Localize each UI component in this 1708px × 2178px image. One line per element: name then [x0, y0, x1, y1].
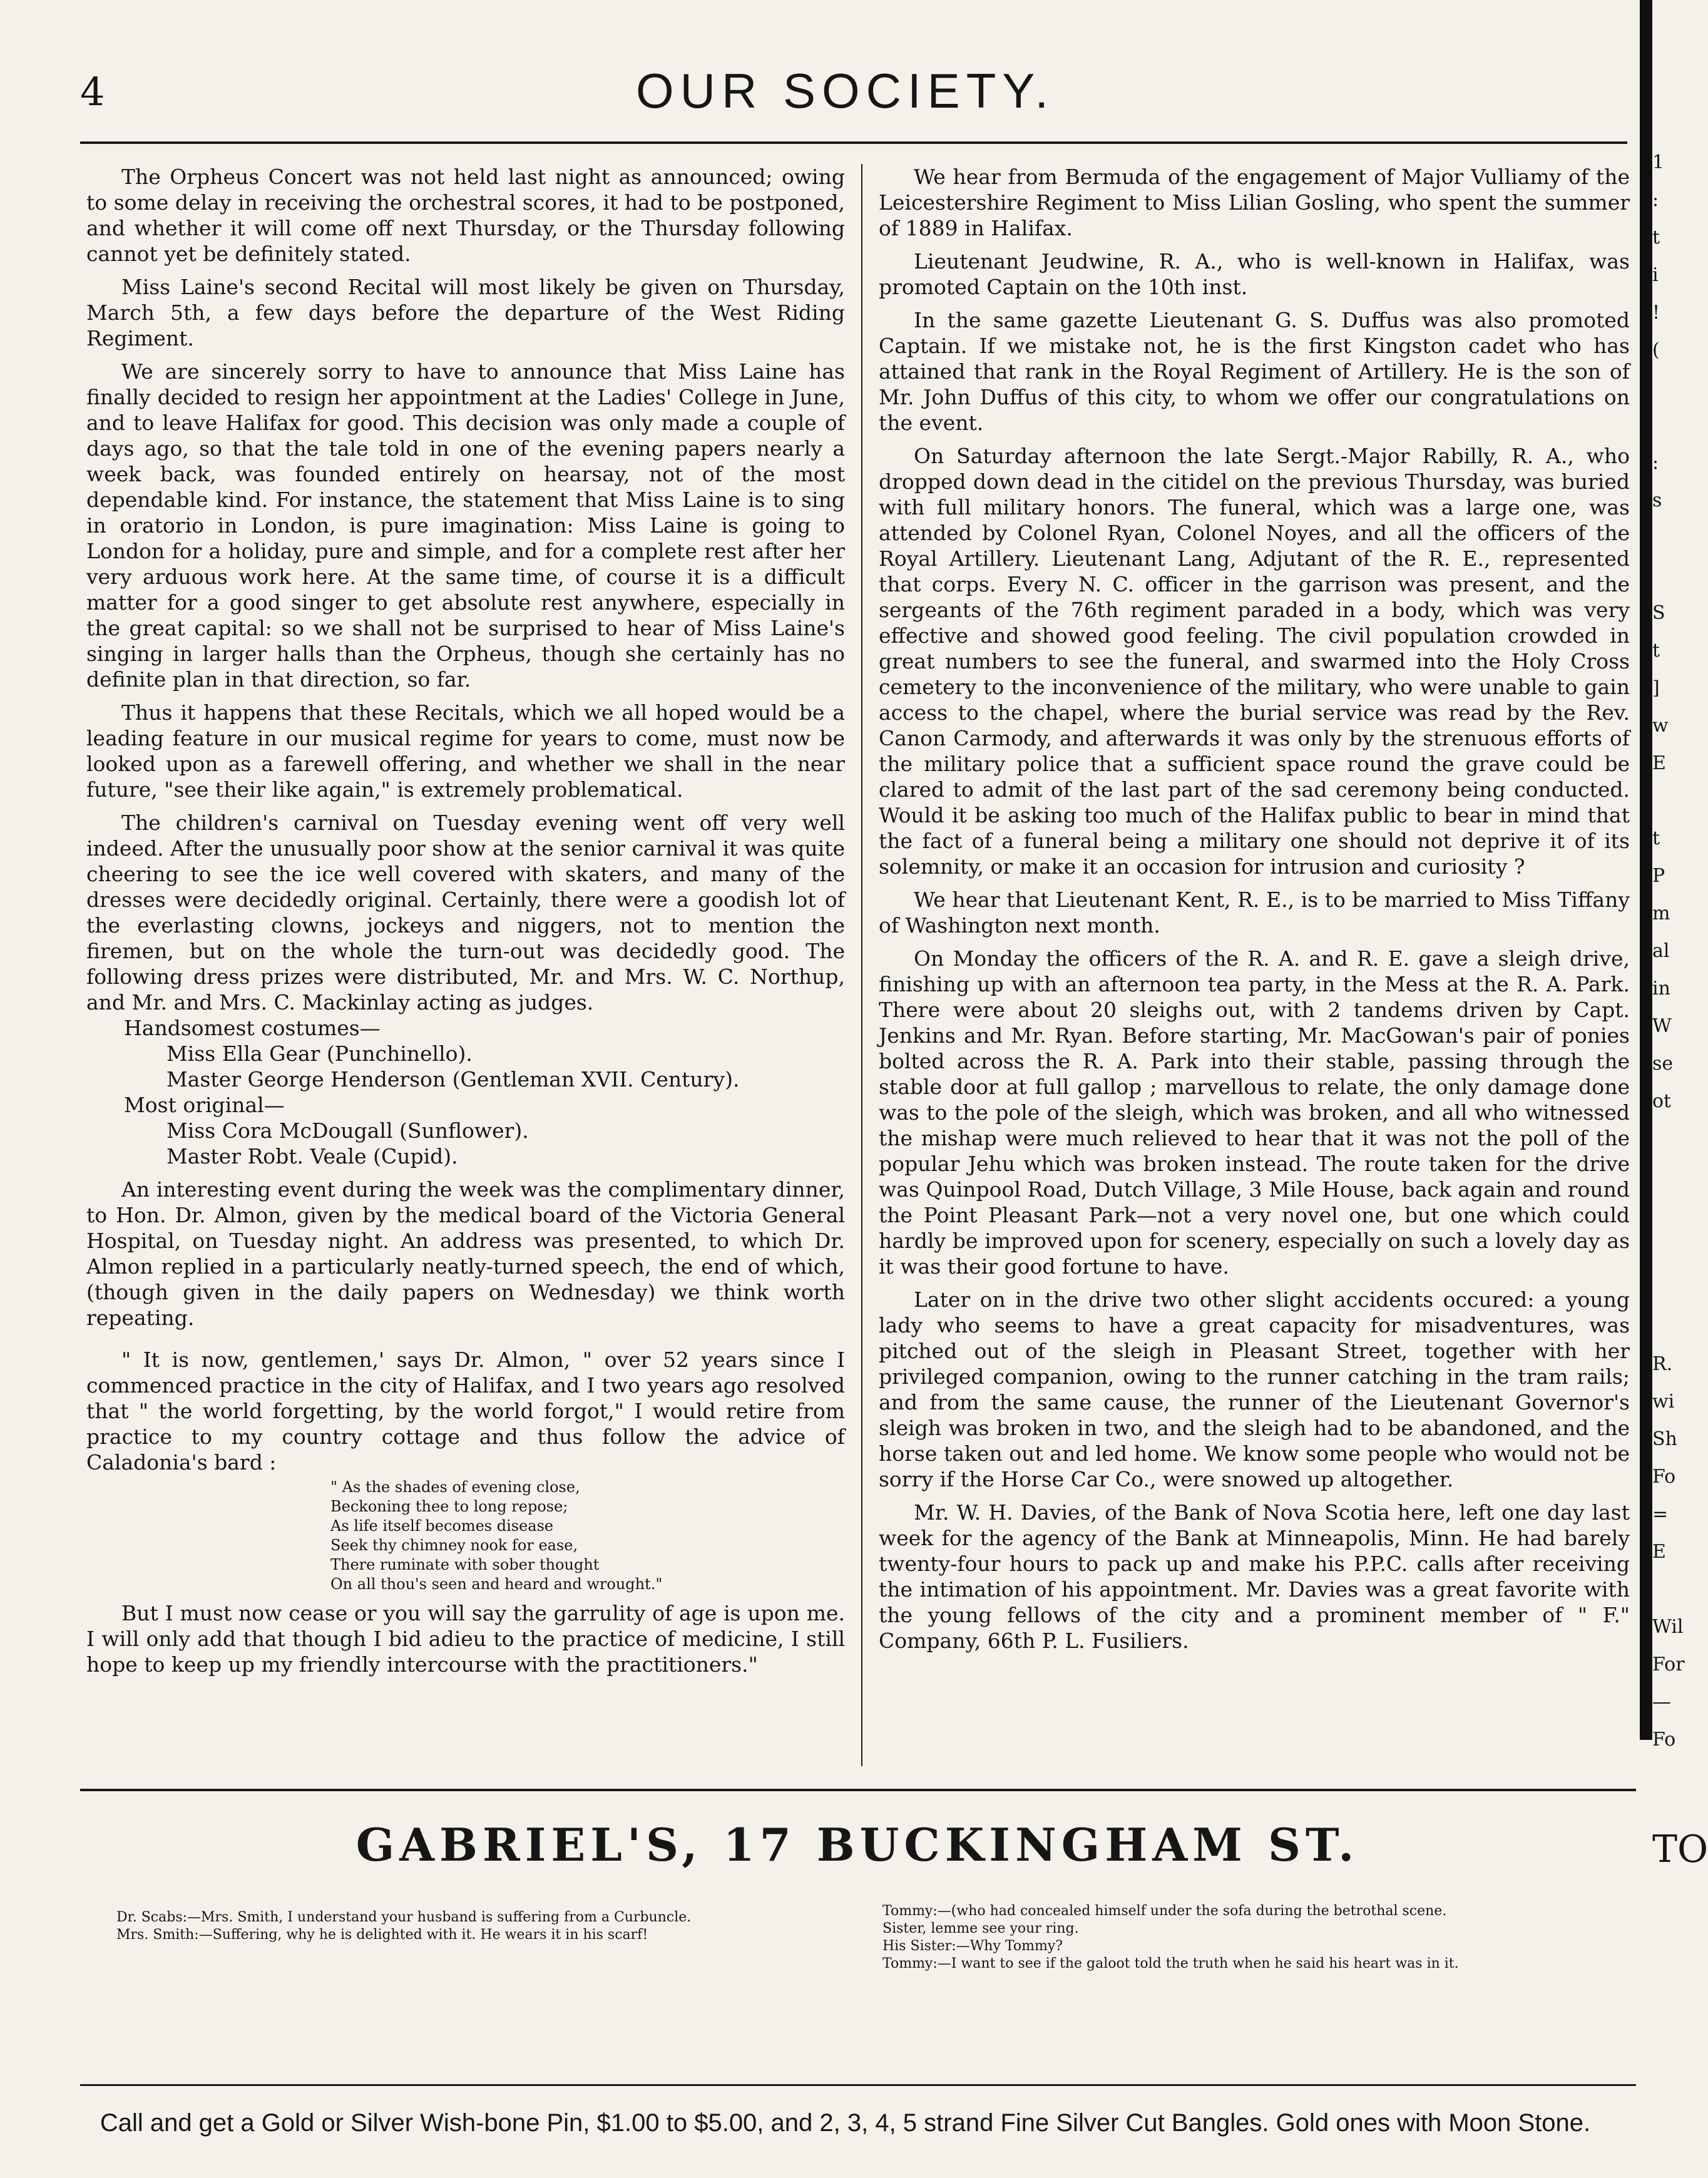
page-fragment: S — [1652, 602, 1665, 624]
prize-heading: Handsomest costumes— — [124, 1016, 381, 1040]
page-fragment: Wil — [1652, 1616, 1684, 1638]
page-fragment — [1652, 519, 1684, 557]
article-almon-closing: But I must now cease or you will say the garrulity of age is upon me. I will only add that though I bid adieu to the practice of medicine, I still hope to keep up my friendly intercourse with the practitioners." — [86, 1601, 845, 1677]
article-laine-resign: We are sincerely sorry to have to announce that Miss Laine has finally decided to resign her appointment at the Ladies' College in June, and to leave Halifax for good. This decision was only made a couple of days ago, so that the tale told in one of the evening papers nearly a week back, was founded entirely on hearsay, not of the most dependable kind. For instance, the statement that Miss Laine is to sing in oratorio in London, is pure imagination: Miss Laine is going to London for a holiday, pure and simple, and for a complete rest after her very arduous work here. At the same time, of course it is a difficult matter for a good singer to get absolute rest anywhere, especially in the great capital: so we shall not be surprised to hear of Miss Laine's singing in larger halls than the Orpheus, though she certainly has no definite plan in that direction, so far. — [86, 359, 845, 692]
advert-line: Tommy:—I want to see if the galoot told the truth when he said his heart was in it. — [882, 1956, 1459, 1971]
poem-line: As life itself becomes disease — [330, 1517, 554, 1535]
poem-line: Seek thy chimney nook for ease, — [330, 1536, 578, 1554]
page-fragment: — — [1652, 1691, 1671, 1713]
scan-edge-bar — [1640, 0, 1652, 1740]
page-fragment — [1652, 557, 1684, 595]
page-fragment: in — [1652, 978, 1670, 1000]
page-fragment — [1652, 1120, 1684, 1158]
advert-line: Tommy:—(who had concealed himself under the sofa during the betrothal scene. — [882, 1903, 1447, 1919]
page-fragment: ( — [1652, 339, 1660, 361]
article-sleigh-accidents: Later on in the drive two other slight accidents occured: a young lady who seems to have a great capacity for misadventures, was pitched out of the sleigh in Pleasant Street, together with her privileged companion, owing to the runner catching in the tram rails; and from the same cause, the runner of the Lieutenant Governor's sleigh was broken in two, and the sleigh had to be abandoned, and the horse taken out and led home. We know some people who would not be sorry if the Horse Car Co., were snowed up altogether. — [879, 1287, 1630, 1491]
page-fragment: R. — [1652, 1353, 1673, 1375]
page-fragment: wi — [1652, 1391, 1675, 1413]
article-almon-speech: " It is now, gentlemen,' says Dr. Almon, " over 52 years since I commenced practice in the city of Halifax, and I two years ago resolved that " the world forgetting, by the world forgot," I would retire from practice to my country cottage and thus follow the advice of Caladonia's bard : — [86, 1347, 845, 1475]
page-fragment — [1652, 1308, 1684, 1346]
page-fragment: se — [1652, 1053, 1674, 1075]
page-fragment: al — [1652, 940, 1670, 962]
page-fragment: For — [1652, 1654, 1685, 1675]
page-fragment: w — [1652, 715, 1669, 737]
article-jeudwine-promotion: Lieutenant Jeudwine, R. A., who is well-known in Halifax, was promoted Captain on the 10th inst. — [879, 249, 1630, 299]
advert-bottom-line: Call and get a Gold or Silver Wish-bone Pin, $1.00 to $5.00, and 2, 3, 4, 5 strand Fine Silver Cut Bangles. Gold ones with Moon Stone. — [100, 2109, 1591, 2137]
page-fragment: P — [1652, 865, 1665, 887]
page-fragment: m — [1652, 902, 1670, 924]
article-almon-dinner: An interesting event during the week was the complimentary dinner, to Hon. Dr. Almon, given by the medical board of the Victoria General Hospital, on Tuesday night. An address was presented, to which Dr. Almon replied in a particularly neatly-turned speech, the end of which, (though given in the daily papers on Wednesday) we think worth repeating. — [86, 1177, 845, 1330]
article-duffus-promotion: In the same gazette Lieutenant G. S. Duffus was also promoted Captain. If we mistake not, he is the first Kingston cadet who has attained that rank in the Royal Regiment of Artillery. He is the son of Mr. John Duffus of this city, to whom we offer our congratulations on the event. — [879, 308, 1630, 435]
edge-fragment-text: TO — [1652, 1828, 1708, 1871]
page-fragment: Fo — [1652, 1466, 1676, 1488]
advert-top-rule — [80, 1789, 1636, 1791]
page-fragment — [1652, 1233, 1684, 1270]
article-rabilly-funeral: On Saturday afternoon the late Sergt.-Major Rabilly, R. A., who dropped down dead in the citidel on the previous Thursday, was buried with full military honors. The funeral, which was a large one, was attended by Colonel Ryan, Colonel Noyes, and all the officers of the Royal Artillery. Lieutenant Lang, Adjutant of the R. E., represented that corps. Every N. C. officer in the garrison was present, and the sergeants of the 76th regiment paraded in a body, which was very effective and showed good feeling. The civil population crowded in great numbers to see the funeral, and swarmed into the Holy Cross cemetery to the inconvenience of the military, who were unable to gain access to the chapel, where the burial service was read by the Rev. Canon Carmody, and afterwards it was only by the strenuous efforts of the military police that a sufficient space round the grave could be clared to admit of the last part of the sad ceremony being conducted. Would it be asking too much of the Halifax public to bear in mind that the fact of a funeral being a military one should not deprive it of its solemnity, or make it an occasion for intrusion and curiosity ? — [879, 444, 1630, 879]
article-orpheus-concert: The Orpheus Concert was not held last night as announced; owing to some delay in receiving the orchestral scores, it had to be postponed, and whether it will come off next Thursday, or the Thursday following cannot yet be definitely stated. — [86, 165, 845, 266]
prize-heading: Most original— — [124, 1093, 285, 1117]
advert-right-joke — [882, 1903, 1646, 1973]
page-fragment: s — [1652, 489, 1662, 511]
adjacent-page-fragments — [1652, 144, 1684, 1759]
page-fragment: E — [1652, 1541, 1666, 1563]
advert-title: GABRIEL'S, 17 BUCKINGHAM ST. — [355, 1818, 1359, 1871]
advert-line: Mrs. Smith:—Suffering, why he is delighted with it. He wears it in his scarf! — [116, 1927, 648, 1943]
article-laine-recital: Miss Laine's second Recital will most likely be given on Thursday, March 5th, a few days before the departure of the West Riding Regiment. — [86, 275, 845, 350]
page-fragment: Fo — [1652, 1729, 1676, 1751]
page-fragment: E — [1652, 752, 1666, 774]
page-fragment — [1652, 1158, 1684, 1195]
page-fragment — [1652, 407, 1684, 444]
left-column — [86, 164, 845, 1685]
article-recitals-farewell: Thus it happens that these Recitals, which we all hoped would be a leading feature in our musical regime for years to come, must now be looked upon as a farewell offering, and whether we shall in the near future, "see their like again," is extremely problematical. — [86, 700, 845, 802]
page-fragment: t — [1652, 827, 1660, 849]
column-divider — [861, 164, 862, 1766]
poem-line: On all thou's seen and heard and wrought." — [330, 1575, 663, 1593]
advert-line: His Sister:—Why Tommy? — [882, 1938, 1063, 1954]
prize-entry: Miss Ella Gear (Punchinello). — [166, 1041, 473, 1066]
page-fragment — [1652, 1571, 1684, 1608]
advert-bottom-rule — [80, 2084, 1636, 2086]
page-fragment: = — [1652, 1503, 1669, 1525]
page-fragment: 1 — [1652, 151, 1665, 173]
page-fragment — [1652, 1270, 1684, 1308]
article-vulliamy-engagement: We hear from Bermuda of the engagement of Major Vulliamy of the Leicestershire Regiment to Miss Lilian Gosling, who spent the summer of 1889 in Halifax. — [879, 165, 1630, 240]
article-sleigh-drive: On Monday the officers of the R. A. and R. E. gave a sleigh drive, finishing up with an afternoon tea party, in the Mess at the R. A. Park. There were about 20 sleighs out, with 2 tandems driven by Capt. Jenkins and Mr. Ryan. Before starting, Mr. MacGowan's pair of ponies bolted across the R. A. Park into their stable, passing through the stable door at full gallop ; marvellous to relate, the only damage done was to the pole of the sleigh, which was broken, and all who witnessed the mishap were much relieved to hear that it was not the poll of the popular Jehu which was broken instead. The route taken for the drive was Quinpool Road, Dutch Village, 3 Mile House, back again and round the Point Pleasant Park—not a very novel one, but one which could hardly be improved upon for scenery, especially on such a lovely day as it was their good fortune to have. — [879, 946, 1630, 1279]
article-kent-marriage: We hear that Lieutenant Kent, R. E., is to be married to Miss Tiffany of Washington next month. — [879, 887, 1630, 938]
article-davies-departure: Mr. W. H. Davies, of the Bank of Nova Scotia here, left one day last week for the agency of the Bank at Minneapolis, Minn. He had barely twenty-four hours to pack up and make his P.P.C. calls after receiving the intimation of his appointment. Mr. Davies was a great favorite with the young fellows of the city and a prominent member of " F." Company, 66th P. L. Fusiliers. — [879, 1500, 1630, 1653]
header-rule — [80, 141, 1627, 144]
prize-entry: Miss Cora McDougall (Sunflower). — [166, 1118, 529, 1143]
poem-line: There ruminate with sober thought — [330, 1556, 600, 1573]
page-fragment — [1652, 1195, 1684, 1233]
page-fragment: : — [1652, 189, 1659, 211]
page-fragment: t — [1652, 640, 1660, 662]
page-fragment — [1652, 369, 1684, 407]
page-fragment: W — [1652, 1015, 1672, 1037]
page-fragment: t — [1652, 227, 1660, 248]
page-number: 4 — [80, 69, 105, 115]
quoted-poem — [330, 1478, 845, 1594]
page-fragment: Sh — [1652, 1428, 1677, 1450]
prize-entry: Master George Henderson (Gentleman XVII. Century). — [166, 1067, 740, 1092]
article-childrens-carnival: The children's carnival on Tuesday evening went off very well indeed. After the unusually poor show at the senior carnival it was quite cheering to see the ice well covered with skaters, and many of the dresses were decidedly original. Certainly, there were a goodish lot of the everlasting clowns, jockeys and niggers, not to mention the firemen, but on the whole the turn-out was decidedly good. The following dress prizes were distributed, Mr. and Mrs. W. C. Northup, and Mr. and Mrs. C. Mackinlay acting as judges. — [86, 810, 845, 1015]
page-fragment: ot — [1652, 1090, 1672, 1112]
page-fragment: ! — [1652, 302, 1660, 324]
advert-left-joke — [116, 1909, 691, 1944]
poem-line: Beckoning thee to long repose; — [330, 1498, 568, 1515]
advert-line: Sister, lemme see your ring. — [882, 1921, 1079, 1936]
page-title: OUR SOCIETY. — [635, 63, 1055, 118]
right-column — [879, 164, 1630, 1661]
page-fragment: i — [1652, 264, 1659, 286]
page-fragment: : — [1652, 452, 1659, 474]
poem-line: " As the shades of evening close, — [330, 1478, 580, 1496]
page-fragment — [1652, 782, 1684, 820]
page-fragment: ] — [1652, 677, 1660, 699]
prize-entry: Master Robt. Veale (Cupid). — [166, 1144, 458, 1168]
advert-line: Dr. Scabs:—Mrs. Smith, I understand your husband is suffering from a Curbuncle. — [116, 1910, 692, 1925]
